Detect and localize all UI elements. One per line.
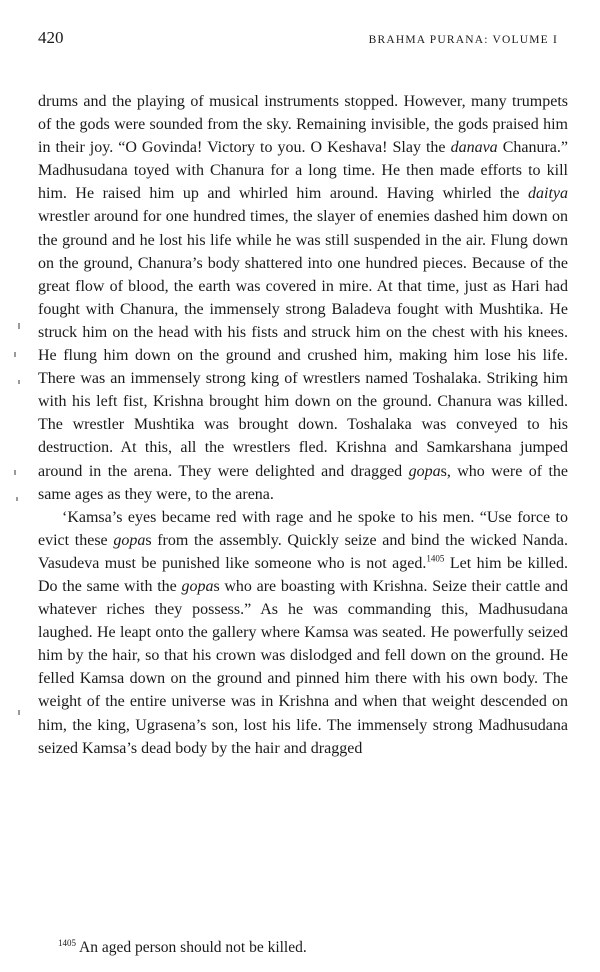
italic-term: danava [450,139,498,157]
running-title: BRAHMA PURANA: VOLUME I [368,34,558,46]
text-run: s from the assembly. Quickly seize and bind the wicked Nanda. Vasudeva must be punished like someone who is not aged. [38,531,568,572]
text-run: Let him be killed. Do the same with the [38,554,569,595]
page-header [38,28,558,52]
page-number: 420 [38,28,64,47]
footnote [58,938,558,958]
text-run: ‘Kamsa’s eyes became red with rage and he spoke to his men. “Use force to evict these [38,508,568,549]
margin-mark [14,470,16,475]
margin-mark [18,323,20,329]
paragraph [38,90,568,506]
margin-mark [18,380,20,384]
footnote-text: An aged person should not be killed. [76,939,307,956]
italic-term: gopa [113,531,146,549]
text-run: s, who were of the same ages as they were, to the arena. [38,462,568,503]
margin-mark [18,710,20,715]
paragraph [38,506,568,760]
italic-term: gopa [408,462,441,480]
text-run: Chanura.” Madhusudana toyed with Chanura for a long time. He then made efforts to kill him. He raised him up and whirled him around. Having whirled the [38,139,568,203]
margin-mark [16,497,18,501]
text-run: drums and the playing of musical instruments stopped. However, many trumpets of the gods were sounded from the sky. Remaining invisible, the gods praised him in their joy. “O Govinda! Victory to you. O Keshava! Slay the [38,93,568,157]
footnote-ref: 1405 [426,553,445,564]
body-text [38,90,568,760]
text-run: wrestler around for one hundred times, the slayer of enemies dashed him down on the ground and he lost his life while he was still suspended in the air. Flung down on the ground, Chanura’s body shattered into one hundred pieces. Because of the great flow of blood, the earth was covered in mire. At that time, just as Hari had fought with Chanura, the immensely strong Baladeva fought with Mushtika. He struck him on the head with his fists and struck him on the chest with his knees. He flung him down on the ground and crushed him, making him lose his life. There was an immensely strong king of wrestlers named Toshalaka. Striking him with his left fist, Krishna brought him down on the ground. Chanura was killed. The wrestler Mushtika was brought down. Toshalaka was conveyed to his destruction. At this, all the wrestlers fled. Krishna and Samkarshana jumped around in the arena. They were delighted and dragged [38,208,568,480]
italic-term: daitya [528,185,568,203]
italic-term: gopa [181,577,214,595]
text-run: s who are boasting with Krishna. Seize their cattle and whatever riches they possess.” As he was commanding this, Madhusudana laughed. He leapt onto the gallery where Kamsa was seated. He powerfully seized him by the hair, so that his crown was dislodged and fell down on the ground. He felled Kamsa down on the ground and pinned him there with his own body. The weight of the entire universe was in Krishna and when that weight descended on him, the king, Ugrasena’s son, lost his life. The immensely strong Madhusudana seized Kamsa’s dead body by the hair and dragged [38,577,569,757]
footnote-number: 1405 [58,937,76,948]
margin-mark [14,352,16,357]
